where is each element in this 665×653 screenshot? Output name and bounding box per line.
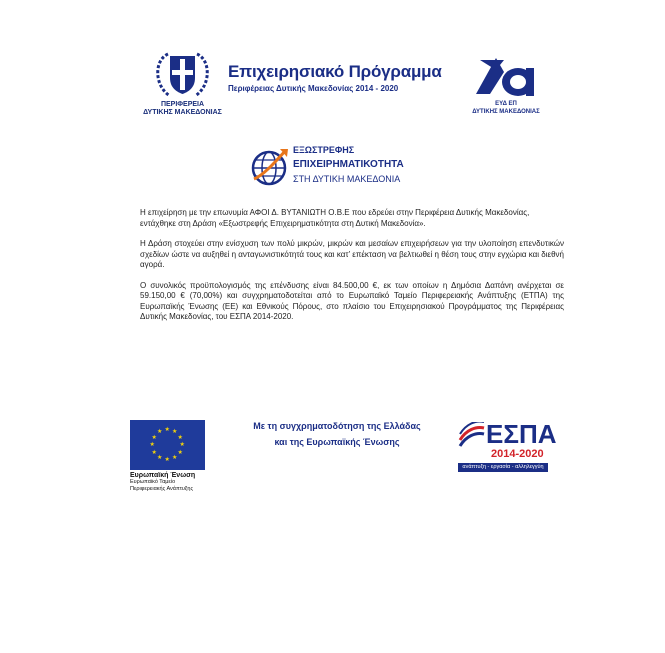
eu-star-icon: ★ [151,449,157,456]
region-logo [140,48,225,120]
eu-star-icon: ★ [164,457,170,463]
eu-logo [130,420,210,492]
region-logo-line2: ΔΥΤΙΚΗΣ ΜΑΚΕΔΟΝΙΑΣ [143,109,222,116]
region-logo-line1: ΠΕΡΙΦΕΡΕΙΑ [160,101,205,108]
cofinancing-line1: Με τη συγχρηματοδότηση της Ελλάδας [253,421,421,431]
eu-star-icon: ★ [157,429,163,435]
cofinancing-text [222,418,452,450]
espa-word: ΕΣΠΑ [486,419,557,449]
espa-slogan: ανάπτυξη - εργασία - αλληλεγγύη [458,463,548,472]
eyd-logo [470,54,542,116]
programme-title-block [228,62,458,93]
eu-fund-line1: Ευρωπαϊκό Ταμείο [130,479,176,485]
espa-flag-icon [458,422,486,452]
action-text [293,145,404,185]
eu-star-icon: ★ [172,429,178,435]
body-text [140,208,564,333]
body-paragraph-1: Η επιχείρηση με την επωνυμία ΑΦΟΙ Δ. ΒΥΤΑΝΙΩΤΗ Ο.Β.Ε που εδρεύει στην Περιφέρεια Δυτικής Μακεδονίας, εντάχθηκε στη Δράση «Εξωστρεφής Επιχειρηματικότητα στη Δυτική Μακεδονία». [140,208,530,228]
action-logo [250,145,430,190]
eu-star-icon: ★ [172,454,178,461]
body-paragraph-2: Η Δράση στοχεύει στην ενίσχυση των πολύ μικρών, μικρών και μεσαίων επιχειρήσεων για την υλοποίηση επενδυτικών σχεδίων ώστε να αυξηθεί η ανταγωνιστικότητά τους και κατ’ επέκταση να βελτιωθεί η θέση τους στην εγχώρια και διεθνή αγορά. [140,239,564,269]
eu-flag-icon [130,420,205,470]
eu-fund-line2: Περιφερειακής Ανάπτυξης [130,485,194,492]
espa-years: 2014-2020 [491,448,544,460]
eu-star-icon: ★ [157,454,163,461]
eu-star-icon: ★ [179,442,185,448]
eyd-caption1: ΕΥΔ ΕΠ [495,101,517,107]
greek-emblem-icon [140,48,225,100]
eu-name: Ευρωπαϊκή Ένωση [130,472,196,479]
eu-star-icon: ★ [149,442,155,448]
eu-star-icon: ★ [177,449,183,456]
action-line1: ΕΞΩΣΤΡΕΦΗΣ [293,145,355,155]
programme-subtitle: Περιφέρειας Δυτικής Μακεδονίας 2014 - 2020 [228,84,399,93]
espa-logo [458,419,557,476]
action-line3: ΣΤΗ ΔΥΤΙΚΗ ΜΑΚΕΔΟΝΙΑ [293,174,401,184]
eu-star-icon: ★ [164,427,170,433]
body-paragraph-3: Ο συνολικός προϋπολογισμός της επένδυσης είναι 84.500,00 €, εκ των οποίων η Δημόσια Δαπάνη ανέρχεται σε 59.150,00 € (70,00%) και συγχρηματοδοτείται από το Ευρωπαϊκό Ταμείο Περιφερειακής Ανάπτυξης (ΕΤΠΑ) της Ευρωπαϊκής Ένωσης (ΕΕ) και Εθνικούς Πόρους, στο πλαίσιο του Επιχειρησιακού Προγράμματος της Περιφέρειας Δυτικής Μακεδονίας, του ΕΣΠΑ 2014-2020. [140,280,564,321]
eyd-caption2: ΔΥΤΙΚΗΣ ΜΑΚΕΔΟΝΙΑΣ [472,109,540,115]
programme-title: Επιχειρησιακό Πρόγραμμα [228,62,442,81]
eu-star-icon: ★ [151,434,157,441]
eu-star-icon: ★ [177,434,183,441]
action-line2: ΕΠΙΧΕΙΡΗΜΑΤΙΚΟΤΗΤΑ [293,159,404,170]
eyd-delta-icon [470,54,542,100]
cofinancing-line2: και της Ευρωπαϊκής Ένωσης [274,437,400,447]
globe-icon [250,147,290,187]
